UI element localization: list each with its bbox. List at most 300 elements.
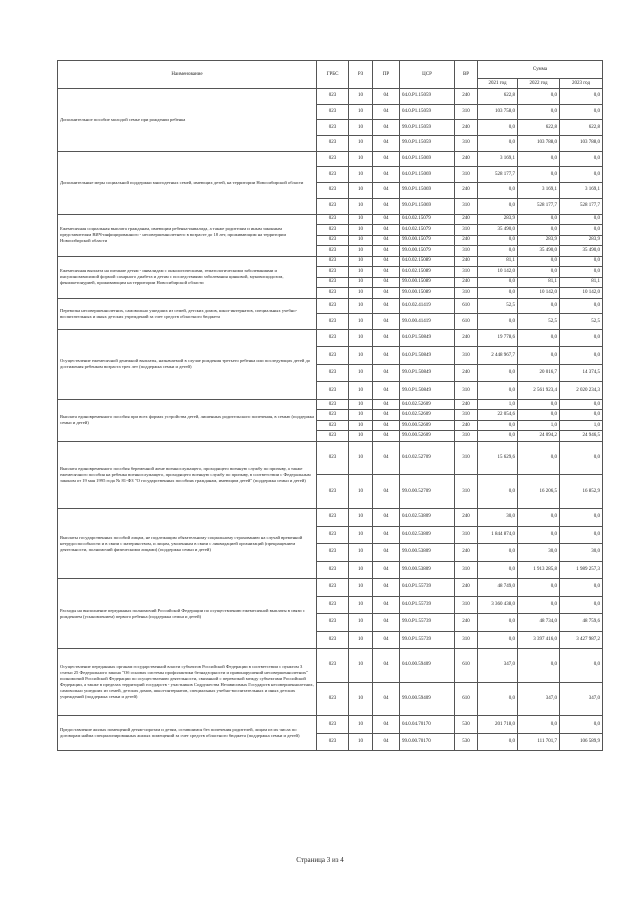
sum-2022-cell: 0,0 bbox=[518, 151, 560, 167]
table-row bbox=[58, 441, 603, 475]
sum-2022-cell: 283,9 bbox=[518, 235, 560, 246]
pr-cell: 04 bbox=[373, 364, 400, 382]
rz-cell: 10 bbox=[349, 151, 373, 167]
sum-2022-cell: 1,0 bbox=[518, 420, 560, 431]
rz-cell: 10 bbox=[349, 347, 373, 365]
rz-cell: 10 bbox=[349, 596, 373, 614]
grbs-cell: 023 bbox=[317, 104, 349, 120]
sum-2022-cell: 111 701,7 bbox=[518, 733, 560, 751]
csr-cell: 99.0.00.15089 bbox=[400, 288, 455, 299]
sum-2023-cell: 0,0 bbox=[560, 716, 603, 734]
pr-cell: 04 bbox=[373, 614, 400, 632]
grbs-cell: 023 bbox=[317, 329, 349, 347]
sum-2021-cell: 1,0 bbox=[478, 399, 518, 410]
sum-2022-cell: 0,0 bbox=[518, 596, 560, 614]
rz-cell: 10 bbox=[349, 716, 373, 734]
grbs-cell: 023 bbox=[317, 509, 349, 527]
sum-2023-cell: 0,0 bbox=[560, 399, 603, 410]
grbs-cell: 023 bbox=[317, 225, 349, 236]
table-row bbox=[58, 509, 603, 527]
grbs-cell: 023 bbox=[317, 183, 349, 199]
table-row bbox=[58, 256, 603, 267]
vr-cell: 240 bbox=[455, 256, 478, 267]
pr-cell: 04 bbox=[373, 329, 400, 347]
grbs-cell: 023 bbox=[317, 288, 349, 299]
csr-cell: 99.0.P1.50849 bbox=[400, 382, 455, 400]
pr-cell: 04 bbox=[373, 561, 400, 579]
sum-2023-cell: 0,0 bbox=[560, 151, 603, 167]
sum-2023-cell: 0,0 bbox=[560, 89, 603, 105]
table-row bbox=[58, 649, 603, 683]
pr-cell: 04 bbox=[373, 631, 400, 649]
rz-cell: 10 bbox=[349, 167, 373, 183]
rz-cell: 10 bbox=[349, 631, 373, 649]
sum-2023-cell: 0,0 bbox=[560, 267, 603, 278]
sum-2022-cell: 0,0 bbox=[518, 214, 560, 225]
header-rz: РЗ bbox=[349, 61, 373, 89]
header-year-2023: 2023 год bbox=[560, 79, 603, 89]
pr-cell: 04 bbox=[373, 256, 400, 267]
sum-2023-cell: 0,0 bbox=[560, 104, 603, 120]
budget-table bbox=[57, 60, 603, 751]
sum-2023-cell: 0,0 bbox=[560, 347, 603, 365]
item-name: Перевозка несовершеннолетних, самовольно ушедших из семей, детских домов, школ-интернатов, специальных учебно-воспитательных и иных детских учреждений за счет средств областного бюджета bbox=[58, 298, 317, 329]
table-row bbox=[58, 298, 603, 314]
sum-2023-cell: 14 374,5 bbox=[560, 364, 603, 382]
pr-cell: 04 bbox=[373, 382, 400, 400]
csr-cell: 99.0.P1.15069 bbox=[400, 198, 455, 214]
pr-cell: 04 bbox=[373, 288, 400, 299]
vr-cell: 310 bbox=[455, 246, 478, 257]
csr-cell: 99.0.P1.55739 bbox=[400, 614, 455, 632]
rz-cell: 10 bbox=[349, 246, 373, 257]
vr-cell: 240 bbox=[455, 399, 478, 410]
csr-cell: 99.0.00.52609 bbox=[400, 431, 455, 442]
sum-2022-cell: 528 177,7 bbox=[518, 198, 560, 214]
sum-2022-cell: 3 397 416,0 bbox=[518, 631, 560, 649]
sum-2022-cell: 0,0 bbox=[518, 167, 560, 183]
sum-2021-cell: 283,9 bbox=[478, 214, 518, 225]
grbs-cell: 023 bbox=[317, 682, 349, 716]
sum-2021-cell: 0,0 bbox=[478, 431, 518, 442]
csr-cell: 04.0.P1.15069 bbox=[400, 167, 455, 183]
sum-2022-cell: 0,0 bbox=[518, 441, 560, 475]
grbs-cell: 023 bbox=[317, 441, 349, 475]
sum-2021-cell: 1 844 874,0 bbox=[478, 526, 518, 544]
vr-cell: 310 bbox=[455, 267, 478, 278]
sum-2022-cell: 0,0 bbox=[518, 104, 560, 120]
sum-2023-cell: 52,5 bbox=[560, 314, 603, 330]
pr-cell: 04 bbox=[373, 314, 400, 330]
grbs-cell: 023 bbox=[317, 214, 349, 225]
header-pr: ПР bbox=[373, 61, 400, 89]
sum-2021-cell: 0,0 bbox=[478, 314, 518, 330]
grbs-cell: 023 bbox=[317, 561, 349, 579]
sum-2022-cell: 0,0 bbox=[518, 225, 560, 236]
sum-2021-cell: 0,0 bbox=[478, 246, 518, 257]
table-row bbox=[58, 329, 603, 347]
grbs-cell: 023 bbox=[317, 475, 349, 509]
sum-2022-cell: 20 016,7 bbox=[518, 364, 560, 382]
rz-cell: 10 bbox=[349, 104, 373, 120]
sum-2022-cell: 347,0 bbox=[518, 682, 560, 716]
rz-cell: 10 bbox=[349, 614, 373, 632]
sum-2022-cell: 0,0 bbox=[518, 256, 560, 267]
vr-cell: 610 bbox=[455, 298, 478, 314]
grbs-cell: 023 bbox=[317, 267, 349, 278]
sum-2023-cell: 48 759,6 bbox=[560, 614, 603, 632]
vr-cell: 310 bbox=[455, 104, 478, 120]
grbs-cell: 023 bbox=[317, 167, 349, 183]
vr-cell: 310 bbox=[455, 167, 478, 183]
item-name: Расходы на выполнение переданных полномочий Российской Федерации по осуществлению ежемесячной выплаты в связи с рождением (усыновлением) первого ребенка (поддержка семьи и детей) bbox=[58, 579, 317, 649]
vr-cell: 240 bbox=[455, 120, 478, 136]
rz-cell: 10 bbox=[349, 214, 373, 225]
csr-cell: 04.0.P1.50849 bbox=[400, 329, 455, 347]
pr-cell: 04 bbox=[373, 183, 400, 199]
rz-cell: 10 bbox=[349, 288, 373, 299]
sum-2023-cell: 106 589,9 bbox=[560, 733, 603, 751]
rz-cell: 10 bbox=[349, 256, 373, 267]
pr-cell: 04 bbox=[373, 526, 400, 544]
sum-2021-cell: 0,0 bbox=[478, 288, 518, 299]
sum-2021-cell: 10 142,0 bbox=[478, 267, 518, 278]
csr-cell: 99.0.00.15089 bbox=[400, 277, 455, 288]
vr-cell: 310 bbox=[455, 382, 478, 400]
csr-cell: 99.0.00.59409 bbox=[400, 682, 455, 716]
header-year-2021: 2021 год bbox=[478, 79, 518, 89]
csr-cell: 99.0.00.53809 bbox=[400, 561, 455, 579]
sum-2023-cell: 103 788,0 bbox=[560, 136, 603, 152]
csr-cell: 04.0.P1.15059 bbox=[400, 104, 455, 120]
grbs-cell: 023 bbox=[317, 544, 349, 562]
grbs-cell: 023 bbox=[317, 410, 349, 421]
pr-cell: 04 bbox=[373, 120, 400, 136]
sum-2022-cell: 0,0 bbox=[518, 579, 560, 597]
sum-2021-cell: 48 749,0 bbox=[478, 579, 518, 597]
grbs-cell: 023 bbox=[317, 298, 349, 314]
sum-2023-cell: 283,9 bbox=[560, 235, 603, 246]
sum-2023-cell: 0,0 bbox=[560, 329, 603, 347]
csr-cell: 04.0.02.15089 bbox=[400, 267, 455, 278]
item-name: Выплаты государственных пособий лицам, не подлежащим обязательному социальному страхованию на случай временной нетрудоспособности и в связи с материнством, и лицам, уволенным в связи с ликвидацией организаций (прекращением деятельности, полномочий физическими лицами) (поддержка семьи и детей) bbox=[58, 509, 317, 579]
table-row bbox=[58, 399, 603, 410]
sum-2023-cell: 1,0 bbox=[560, 420, 603, 431]
vr-cell: 310 bbox=[455, 596, 478, 614]
item-name: Ежемесячная социальная выплата гражданам, имеющим ребенка-инвалида, а также родителям и иным законным представителям ВИЧ-инфицированного - несовершеннолетнего в возрасте до 18 лет, проживающим на территории Новосибирской области bbox=[58, 214, 317, 256]
table-body bbox=[58, 89, 603, 751]
sum-2022-cell: 0,0 bbox=[518, 267, 560, 278]
sum-2022-cell: 622,8 bbox=[518, 120, 560, 136]
sum-2022-cell: 0,0 bbox=[518, 298, 560, 314]
pr-cell: 04 bbox=[373, 104, 400, 120]
rz-cell: 10 bbox=[349, 329, 373, 347]
sum-2021-cell: 81,1 bbox=[478, 256, 518, 267]
csr-cell: 99.0.00.52709 bbox=[400, 475, 455, 509]
grbs-cell: 023 bbox=[317, 314, 349, 330]
sum-2023-cell: 0,0 bbox=[560, 225, 603, 236]
csr-cell: 99.0.P1.15069 bbox=[400, 183, 455, 199]
sum-2021-cell: 52,5 bbox=[478, 298, 518, 314]
vr-cell: 240 bbox=[455, 214, 478, 225]
pr-cell: 04 bbox=[373, 544, 400, 562]
vr-cell: 310 bbox=[455, 225, 478, 236]
sum-2022-cell: 10 142,0 bbox=[518, 288, 560, 299]
sum-2021-cell: 0,0 bbox=[478, 561, 518, 579]
csr-cell: 99.0.P1.50849 bbox=[400, 364, 455, 382]
item-name: Дополнительные меры социальной поддержки многодетных семей, имеющих детей, на территории Новосибирской области bbox=[58, 151, 317, 214]
csr-cell: 04.0.02.52609 bbox=[400, 410, 455, 421]
csr-cell: 04.0.02.52709 bbox=[400, 441, 455, 475]
rz-cell: 10 bbox=[349, 120, 373, 136]
item-name: Предоставление жилых помещений детям-сиротам и детям, оставшимся без попечения родителей, лицам из их числа по договорам найма специализированных жилых помещений за счет средств областного бюджета (поддержка семьи и детей) bbox=[58, 716, 317, 751]
rz-cell: 10 bbox=[349, 649, 373, 683]
csr-cell: 04.0.02.15079 bbox=[400, 214, 455, 225]
csr-cell: 04.0.P1.55739 bbox=[400, 596, 455, 614]
sum-2021-cell: 0,0 bbox=[478, 120, 518, 136]
item-name: Выплата единовременного пособия при всех формах устройства детей, лишенных родительского попечения, в семью (поддержка семьи и детей) bbox=[58, 399, 317, 441]
rz-cell: 10 bbox=[349, 441, 373, 475]
grbs-cell: 023 bbox=[317, 198, 349, 214]
vr-cell: 310 bbox=[455, 136, 478, 152]
vr-cell: 610 bbox=[455, 649, 478, 683]
sum-2021-cell: 0,0 bbox=[478, 733, 518, 751]
sum-2023-cell: 622,8 bbox=[560, 120, 603, 136]
sum-2021-cell: 0,0 bbox=[478, 682, 518, 716]
sum-2021-cell: 622,8 bbox=[478, 89, 518, 105]
grbs-cell: 023 bbox=[317, 256, 349, 267]
csr-cell: 99.0.00.41419 bbox=[400, 314, 455, 330]
grbs-cell: 023 bbox=[317, 733, 349, 751]
pr-cell: 04 bbox=[373, 277, 400, 288]
sum-2023-cell: 347,0 bbox=[560, 682, 603, 716]
sum-2021-cell: 2 448 967,7 bbox=[478, 347, 518, 365]
rz-cell: 10 bbox=[349, 420, 373, 431]
sum-2021-cell: 0,0 bbox=[478, 631, 518, 649]
csr-cell: 04.0.02.41419 bbox=[400, 298, 455, 314]
pr-cell: 04 bbox=[373, 136, 400, 152]
pr-cell: 04 bbox=[373, 246, 400, 257]
sum-2023-cell: 0,0 bbox=[560, 410, 603, 421]
grbs-cell: 023 bbox=[317, 420, 349, 431]
sum-2023-cell: 0,0 bbox=[560, 526, 603, 544]
rz-cell: 10 bbox=[349, 277, 373, 288]
sum-2022-cell: 0,0 bbox=[518, 509, 560, 527]
pr-cell: 04 bbox=[373, 596, 400, 614]
sum-2021-cell: 3 169,1 bbox=[478, 151, 518, 167]
sum-2023-cell: 528 177,7 bbox=[560, 198, 603, 214]
csr-cell: 99.0.00.52609 bbox=[400, 420, 455, 431]
sum-2022-cell: 0,0 bbox=[518, 716, 560, 734]
sum-2023-cell: 2 020 234,3 bbox=[560, 382, 603, 400]
rz-cell: 10 bbox=[349, 544, 373, 562]
csr-cell: 04.0.P1.50849 bbox=[400, 347, 455, 365]
sum-2021-cell: 528 177,7 bbox=[478, 167, 518, 183]
grbs-cell: 023 bbox=[317, 364, 349, 382]
rz-cell: 10 bbox=[349, 364, 373, 382]
vr-cell: 240 bbox=[455, 420, 478, 431]
sum-2023-cell: 3 169,1 bbox=[560, 183, 603, 199]
item-name: Дополнительное пособие молодой семье при рождении ребенка bbox=[58, 89, 317, 152]
pr-cell: 04 bbox=[373, 649, 400, 683]
sum-2022-cell: 0,0 bbox=[518, 410, 560, 421]
rz-cell: 10 bbox=[349, 136, 373, 152]
grbs-cell: 023 bbox=[317, 277, 349, 288]
table-row bbox=[58, 151, 603, 167]
sum-2022-cell: 16 206,5 bbox=[518, 475, 560, 509]
csr-cell: 04.0.02.15079 bbox=[400, 225, 455, 236]
pr-cell: 04 bbox=[373, 441, 400, 475]
grbs-cell: 023 bbox=[317, 399, 349, 410]
sum-2023-cell: 0,0 bbox=[560, 649, 603, 683]
sum-2022-cell: 0,0 bbox=[518, 649, 560, 683]
grbs-cell: 023 bbox=[317, 151, 349, 167]
sum-2021-cell: 22 054,6 bbox=[478, 410, 518, 421]
sum-2022-cell: 1 913 285,8 bbox=[518, 561, 560, 579]
pr-cell: 04 bbox=[373, 214, 400, 225]
vr-cell: 240 bbox=[455, 364, 478, 382]
sum-2022-cell: 48 734,0 bbox=[518, 614, 560, 632]
table-row bbox=[58, 89, 603, 105]
pr-cell: 04 bbox=[373, 579, 400, 597]
header-vr: ВР bbox=[455, 61, 478, 89]
rz-cell: 10 bbox=[349, 235, 373, 246]
vr-cell: 310 bbox=[455, 431, 478, 442]
grbs-cell: 023 bbox=[317, 246, 349, 257]
vr-cell: 310 bbox=[455, 288, 478, 299]
pr-cell: 04 bbox=[373, 198, 400, 214]
pr-cell: 04 bbox=[373, 716, 400, 734]
sum-2021-cell: 0,0 bbox=[478, 544, 518, 562]
rz-cell: 10 bbox=[349, 431, 373, 442]
sum-2021-cell: 0,0 bbox=[478, 235, 518, 246]
sum-2022-cell: 0,0 bbox=[518, 399, 560, 410]
sum-2023-cell: 1 989 257,3 bbox=[560, 561, 603, 579]
vr-cell: 240 bbox=[455, 89, 478, 105]
grbs-cell: 023 bbox=[317, 89, 349, 105]
sum-2021-cell: 0,0 bbox=[478, 198, 518, 214]
rz-cell: 10 bbox=[349, 198, 373, 214]
vr-cell: 310 bbox=[455, 410, 478, 421]
sum-2023-cell: 0,0 bbox=[560, 579, 603, 597]
sum-2021-cell: 19 778,6 bbox=[478, 329, 518, 347]
sum-2021-cell: 201 718,0 bbox=[478, 716, 518, 734]
csr-cell: 04.0.04.70170 bbox=[400, 716, 455, 734]
header-name: Наименование bbox=[58, 61, 317, 89]
sum-2023-cell: 0,0 bbox=[560, 256, 603, 267]
vr-cell: 310 bbox=[455, 526, 478, 544]
sum-2021-cell: 3 360 438,0 bbox=[478, 596, 518, 614]
header-year-2022: 2022 год bbox=[518, 79, 560, 89]
vr-cell: 240 bbox=[455, 579, 478, 597]
sum-2022-cell: 35 490,0 bbox=[518, 246, 560, 257]
sum-2021-cell: 0,0 bbox=[478, 420, 518, 431]
grbs-cell: 023 bbox=[317, 347, 349, 365]
vr-cell: 240 bbox=[455, 151, 478, 167]
csr-cell: 04.0.00.59409 bbox=[400, 649, 455, 683]
sum-2022-cell: 0,0 bbox=[518, 89, 560, 105]
rz-cell: 10 bbox=[349, 410, 373, 421]
table-row bbox=[58, 579, 603, 597]
grbs-cell: 023 bbox=[317, 631, 349, 649]
sum-2021-cell: 35 490,0 bbox=[478, 225, 518, 236]
grbs-cell: 023 bbox=[317, 526, 349, 544]
item-name: Осуществление ежемесячной денежной выплаты, назначаемой в случае рождения третьего ребенка или последующих детей до достижения ребенком возраста трех лет (поддержка семьи и детей) bbox=[58, 329, 317, 399]
sum-2021-cell: 0,0 bbox=[478, 364, 518, 382]
sum-2022-cell: 81,1 bbox=[518, 277, 560, 288]
csr-cell: 99.0.P1.15059 bbox=[400, 120, 455, 136]
pr-cell: 04 bbox=[373, 225, 400, 236]
vr-cell: 610 bbox=[455, 682, 478, 716]
rz-cell: 10 bbox=[349, 579, 373, 597]
pr-cell: 04 bbox=[373, 733, 400, 751]
table-row bbox=[58, 214, 603, 225]
pr-cell: 04 bbox=[373, 682, 400, 716]
header-grbs: ГРБС bbox=[317, 61, 349, 89]
vr-cell: 530 bbox=[455, 733, 478, 751]
vr-cell: 610 bbox=[455, 314, 478, 330]
vr-cell: 240 bbox=[455, 509, 478, 527]
sum-2023-cell: 30,0 bbox=[560, 544, 603, 562]
rz-cell: 10 bbox=[349, 526, 373, 544]
sum-2021-cell: 0,0 bbox=[478, 277, 518, 288]
sum-2021-cell: 0,0 bbox=[478, 183, 518, 199]
rz-cell: 10 bbox=[349, 475, 373, 509]
rz-cell: 10 bbox=[349, 682, 373, 716]
rz-cell: 10 bbox=[349, 314, 373, 330]
vr-cell: 310 bbox=[455, 631, 478, 649]
sum-2023-cell: 0,0 bbox=[560, 441, 603, 475]
vr-cell: 240 bbox=[455, 277, 478, 288]
csr-cell: 04.0.P1.55739 bbox=[400, 579, 455, 597]
csr-cell: 04.0.02.52609 bbox=[400, 399, 455, 410]
pr-cell: 04 bbox=[373, 410, 400, 421]
sum-2023-cell: 24 946,5 bbox=[560, 431, 603, 442]
page-number: Страница 3 из 4 bbox=[296, 856, 344, 864]
sum-2023-cell: 0,0 bbox=[560, 298, 603, 314]
sum-2021-cell: 0,0 bbox=[478, 136, 518, 152]
sum-2022-cell: 3 169,1 bbox=[518, 183, 560, 199]
sum-2022-cell: 103 788,0 bbox=[518, 136, 560, 152]
sum-2022-cell: 30,0 bbox=[518, 544, 560, 562]
header-csr: ЦСР bbox=[400, 61, 455, 89]
pr-cell: 04 bbox=[373, 298, 400, 314]
pr-cell: 04 bbox=[373, 399, 400, 410]
pr-cell: 04 bbox=[373, 151, 400, 167]
rz-cell: 10 bbox=[349, 298, 373, 314]
sum-2022-cell: 2 561 923,4 bbox=[518, 382, 560, 400]
grbs-cell: 023 bbox=[317, 649, 349, 683]
csr-cell: 04.0.P1.15059 bbox=[400, 89, 455, 105]
rz-cell: 10 bbox=[349, 561, 373, 579]
pr-cell: 04 bbox=[373, 475, 400, 509]
vr-cell: 240 bbox=[455, 235, 478, 246]
sum-2021-cell: 0,0 bbox=[478, 475, 518, 509]
pr-cell: 04 bbox=[373, 89, 400, 105]
sum-2021-cell: 30,0 bbox=[478, 509, 518, 527]
csr-cell: 99.0.00.70170 bbox=[400, 733, 455, 751]
csr-cell: 04.0.P1.15069 bbox=[400, 151, 455, 167]
vr-cell: 240 bbox=[455, 183, 478, 199]
csr-cell: 04.0.02.53809 bbox=[400, 526, 455, 544]
rz-cell: 10 bbox=[349, 399, 373, 410]
vr-cell: 310 bbox=[455, 347, 478, 365]
rz-cell: 10 bbox=[349, 509, 373, 527]
grbs-cell: 023 bbox=[317, 716, 349, 734]
vr-cell: 310 bbox=[455, 475, 478, 509]
sum-2023-cell: 16 852,9 bbox=[560, 475, 603, 509]
vr-cell: 240 bbox=[455, 544, 478, 562]
